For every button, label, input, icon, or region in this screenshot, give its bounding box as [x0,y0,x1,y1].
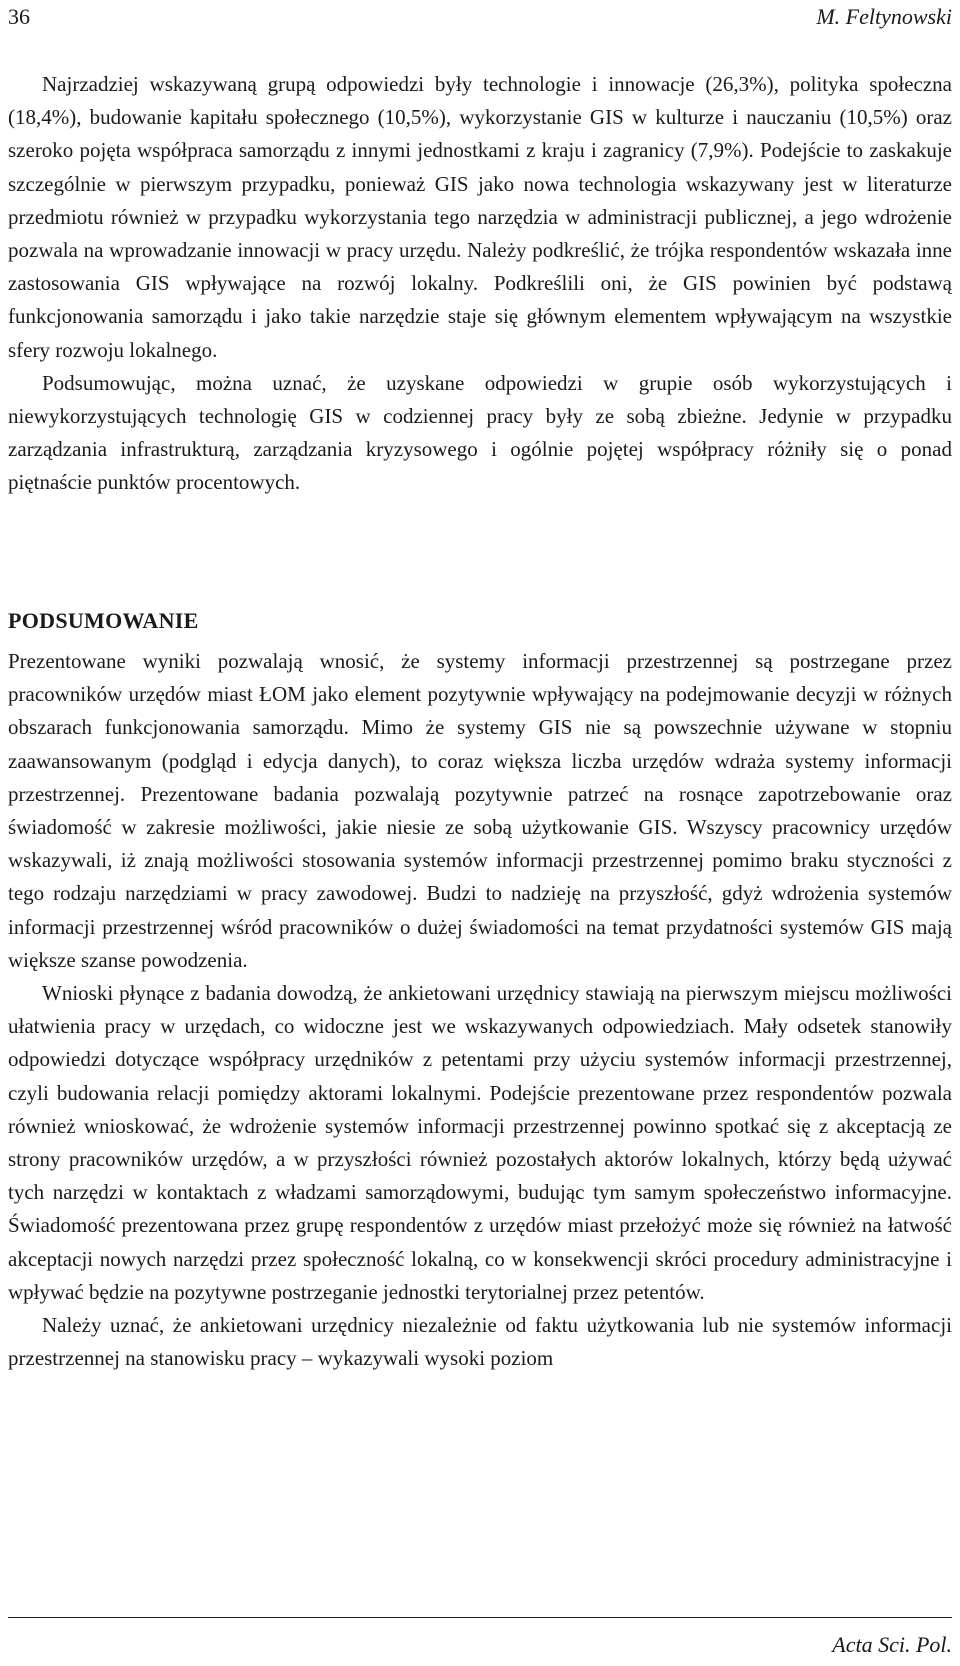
footer-journal-name: Acta Sci. Pol. [832,1632,952,1657]
footer-divider [8,1617,952,1618]
body-paragraph: Należy uznać, że ankietowani urzędnicy niezależnie od faktu użytkowania lub nie systemów informacji przestrzennej na stanowisku pracy – wykazywali wysoki poziom [8,1313,952,1371]
body-paragraph: Podsumowując, można uznać, że uzyskane odpowiedzi w grupie osób wykorzystujących i niewykorzystujących technologię GIS w codziennej pracy były ze sobą zbieżne. Jedynie w przypadku zarządzania infrastrukturą, zarządzania kryzysowego i ogólnie pojętej współpracy różniły się o ponad piętnaście punktów procentowych. [8,370,952,495]
body-paragraph: Wnioski płynące z badania dowodzą, że ankietowani urzędnicy stawiają na pierwszym miejscu możliwości ułatwienia pracy w urzędach, co widoczne jest we wskazywanych odpowiedziach. Mały odsetek stanowiły odpowiedzi dotyczące współpracy urzędników z petentami przy użyciu systemów informacji przestrzennej, czyli budowania relacji pomiędzy aktorami lokalnymi. Podejście prezentowane przez respondentów pozwala również wnioskować, że wdrożenie systemów informacji przestrzennej powinno spotkać się z akceptacją ze strony pracowników urzędów, a w przyszłości również pozostałych aktorów lokalnych, którzy będą używać tych narzędzi w kontaktach z władzami samorządowymi, budując tym samym społeczeństwo informacyjne. Świadomość prezentowana przez grupę respondentów z urzędów miast przełożyć może się również na łatwość akceptacji nowych narzędzi przez społeczność lokalną, co w konsekwencji skróci procedury administracyjne i wpływać będzie na pozytywne postrzeganie jednostki terytorialnej przez petentów. [8,981,952,1304]
section-heading: PODSUMOWANIE [8,608,199,633]
intro-text-block [8,68,952,500]
body-paragraph: Prezentowane wyniki pozwalają wnosić, że systemy informacji przestrzennej są postrzegane przez pracowników urzędów miast ŁOM jako element pozytywnie wpływający na podejmowanie decyzji w różnych obszarach funkcjonowania samorządu. Mimo że systemy GIS nie są powszechnie używane w stopniu zaawansowanym (podgląd i edycja danych), to coraz większa liczba urzędów wdraża systemy informacji przestrzennej. Prezentowane badania pozwalają pozytywnie patrzeć na rosnące zapotrzebowanie oraz świadomość w zakresie możliwości, jakie niesie ze sobą użytkowanie GIS. Wszyscy pracownicy urzędów wskazywali, iż znają możliwości stosowania systemów informacji przestrzennej pomimo braku styczności z tego rodzaju narzędziami w pracy zawodowej. Budzi to nadzieję na przyszłość, gdyż wdrożenia systemów informacji przestrzennej wśród pracowników o dużej świadomości na temat przydatności systemów GIS mają większe szanse powodzenia. [8,649,952,972]
page-number: 36 [8,4,30,29]
running-head-author: M. Feltynowski [816,4,952,29]
body-paragraph: Najrzadziej wskazywaną grupą odpowiedzi były technologie i innowacje (26,3%), polityka społeczna (18,4%), budowanie kapitału społecznego (10,5%), wykorzystanie GIS w kulturze i nauczaniu (10,5%) oraz szeroko pojęta współpraca samorządu z innymi jednostkami z kraju i zagranicy (7,9%). Podejście to zaskakuje szczególnie w pierwszym przypadku, ponieważ GIS jako nowa technologia wskazywany jest w literaturze przedmiotu również w przypadku wykorzystania tego narzędzia w administracji publicznej, a jego wdrożenie pozwala na wprowadzanie innowacji w pracy urzędu. Należy podkreślić, że trójka respondentów wskazała inne zastosowania GIS wpływające na rozwój lokalny. Podkreślili oni, że GIS powinien być podstawą funkcjonowania samorządu i jako takie narzędzie staje się głównym elementem wpływającym na wszystkie sfery rozwoju lokalnego. [8,72,952,362]
page-header [8,2,952,32]
summary-text-block [8,645,952,1375]
